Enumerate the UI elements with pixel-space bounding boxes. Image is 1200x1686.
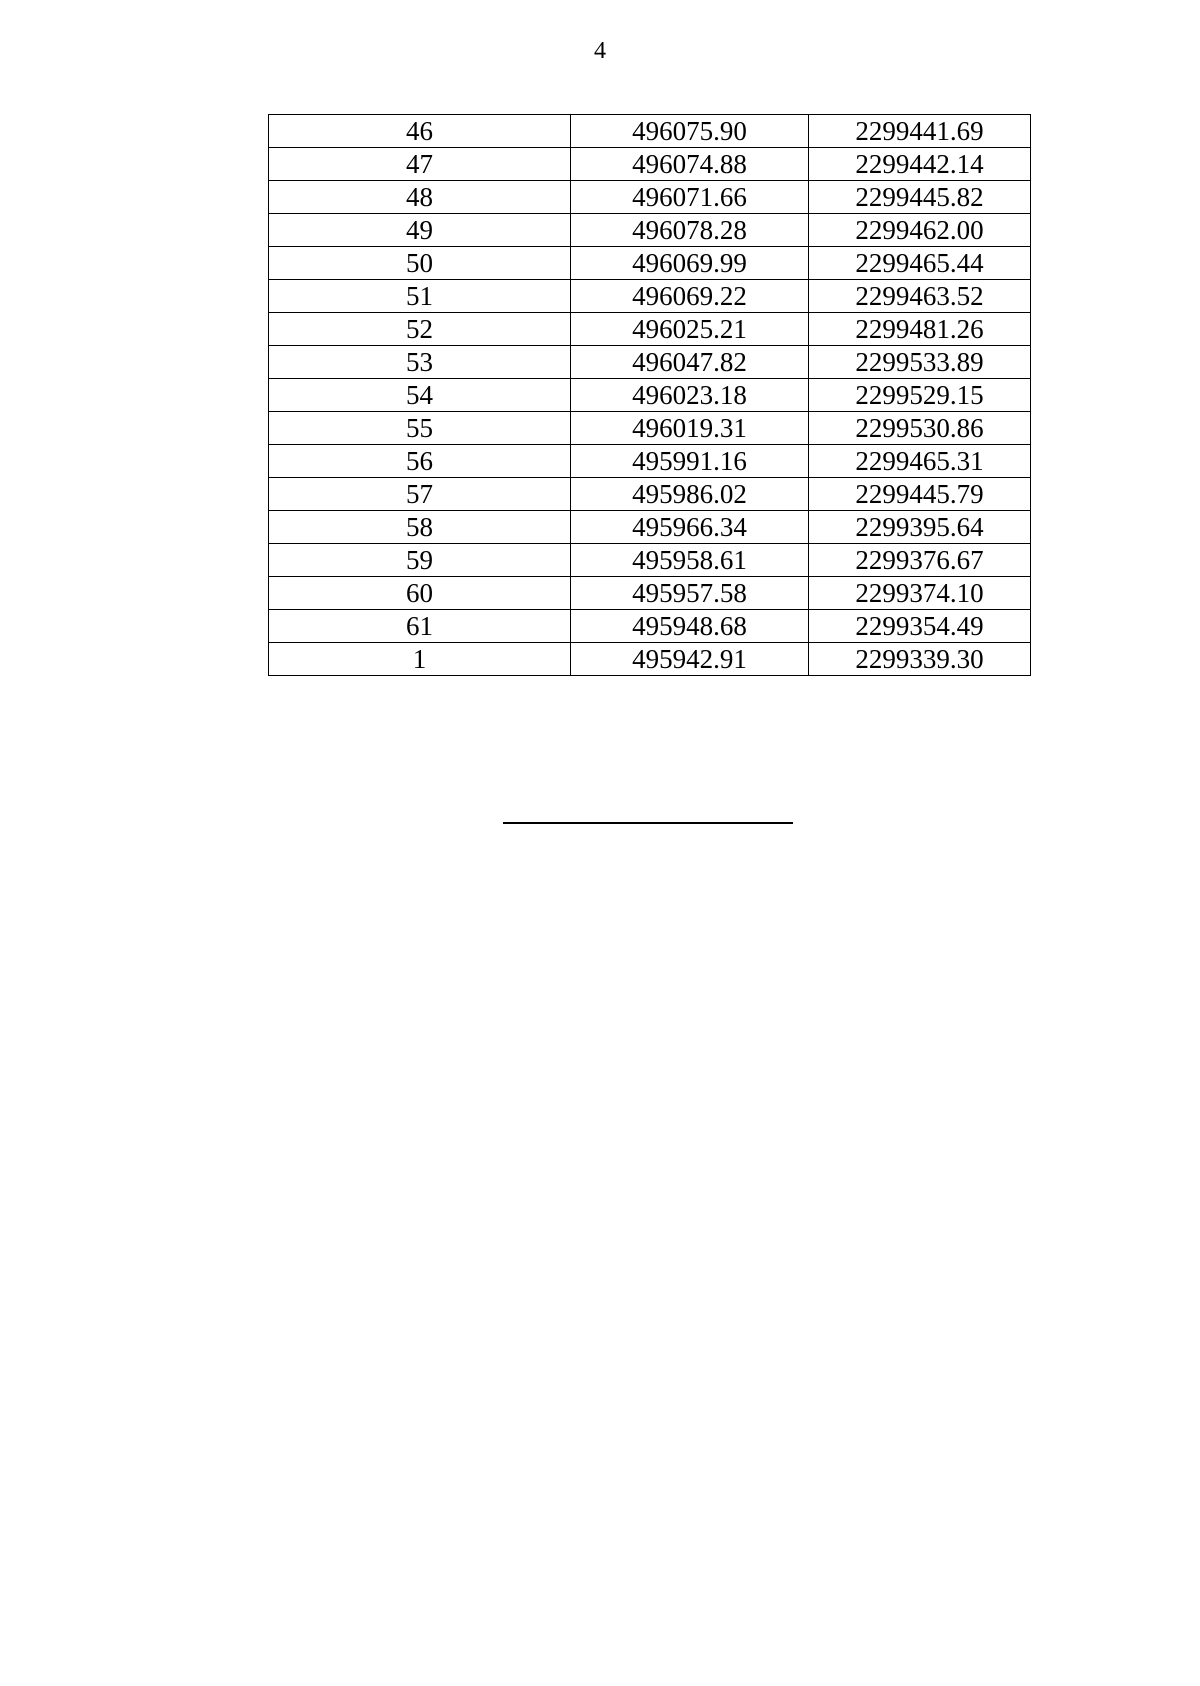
y-coordinate-cell: 2299441.69 [809, 115, 1031, 148]
table-row [269, 511, 1031, 544]
table-row [269, 247, 1031, 280]
point-number-cell: 48 [269, 181, 571, 214]
y-coordinate-cell: 2299481.26 [809, 313, 1031, 346]
table-row [269, 478, 1031, 511]
point-number-cell: 50 [269, 247, 571, 280]
x-coordinate-cell: 496074.88 [571, 148, 809, 181]
x-coordinate-cell: 496069.22 [571, 280, 809, 313]
x-coordinate-cell: 495966.34 [571, 511, 809, 544]
table-row [269, 610, 1031, 643]
table-row [269, 214, 1031, 247]
x-coordinate-cell: 495942.91 [571, 643, 809, 676]
point-number-cell: 52 [269, 313, 571, 346]
y-coordinate-cell: 2299376.67 [809, 544, 1031, 577]
x-coordinate-cell: 496071.66 [571, 181, 809, 214]
point-number-cell: 49 [269, 214, 571, 247]
x-coordinate-cell: 496069.99 [571, 247, 809, 280]
table-row [269, 313, 1031, 346]
y-coordinate-cell: 2299529.15 [809, 379, 1031, 412]
x-coordinate-cell: 496075.90 [571, 115, 809, 148]
point-number-cell: 56 [269, 445, 571, 478]
x-coordinate-cell: 495991.16 [571, 445, 809, 478]
coordinates-table [268, 114, 1031, 676]
table-row [269, 181, 1031, 214]
y-coordinate-cell: 2299445.82 [809, 181, 1031, 214]
x-coordinate-cell: 496019.31 [571, 412, 809, 445]
x-coordinate-cell: 496078.28 [571, 214, 809, 247]
table-row [269, 115, 1031, 148]
point-number-cell: 53 [269, 346, 571, 379]
point-number-cell: 60 [269, 577, 571, 610]
y-coordinate-cell: 2299530.86 [809, 412, 1031, 445]
point-number-cell: 59 [269, 544, 571, 577]
y-coordinate-cell: 2299463.52 [809, 280, 1031, 313]
table-row [269, 148, 1031, 181]
point-number-cell: 46 [269, 115, 571, 148]
table-row [269, 445, 1031, 478]
table-row [269, 379, 1031, 412]
point-number-cell: 55 [269, 412, 571, 445]
point-number-cell: 51 [269, 280, 571, 313]
y-coordinate-cell: 2299533.89 [809, 346, 1031, 379]
point-number-cell: 61 [269, 610, 571, 643]
y-coordinate-cell: 2299395.64 [809, 511, 1031, 544]
y-coordinate-cell: 2299442.14 [809, 148, 1031, 181]
x-coordinate-cell: 496023.18 [571, 379, 809, 412]
point-number-cell: 47 [269, 148, 571, 181]
table-row [269, 346, 1031, 379]
table-row [269, 643, 1031, 676]
x-coordinate-cell: 496025.21 [571, 313, 809, 346]
table-row [269, 544, 1031, 577]
y-coordinate-cell: 2299354.49 [809, 610, 1031, 643]
y-coordinate-cell: 2299462.00 [809, 214, 1031, 247]
closing-rule [503, 822, 793, 824]
point-number-cell: 54 [269, 379, 571, 412]
page-number: 4 [594, 38, 606, 64]
table-row [269, 577, 1031, 610]
y-coordinate-cell: 2299374.10 [809, 577, 1031, 610]
table-row [269, 280, 1031, 313]
coordinates-table-body [269, 115, 1031, 676]
y-coordinate-cell: 2299339.30 [809, 643, 1031, 676]
x-coordinate-cell: 495948.68 [571, 610, 809, 643]
x-coordinate-cell: 495986.02 [571, 478, 809, 511]
x-coordinate-cell: 495958.61 [571, 544, 809, 577]
y-coordinate-cell: 2299445.79 [809, 478, 1031, 511]
y-coordinate-cell: 2299465.44 [809, 247, 1031, 280]
x-coordinate-cell: 495957.58 [571, 577, 809, 610]
x-coordinate-cell: 496047.82 [571, 346, 809, 379]
point-number-cell: 57 [269, 478, 571, 511]
table-row [269, 412, 1031, 445]
point-number-cell: 1 [269, 643, 571, 676]
point-number-cell: 58 [269, 511, 571, 544]
y-coordinate-cell: 2299465.31 [809, 445, 1031, 478]
